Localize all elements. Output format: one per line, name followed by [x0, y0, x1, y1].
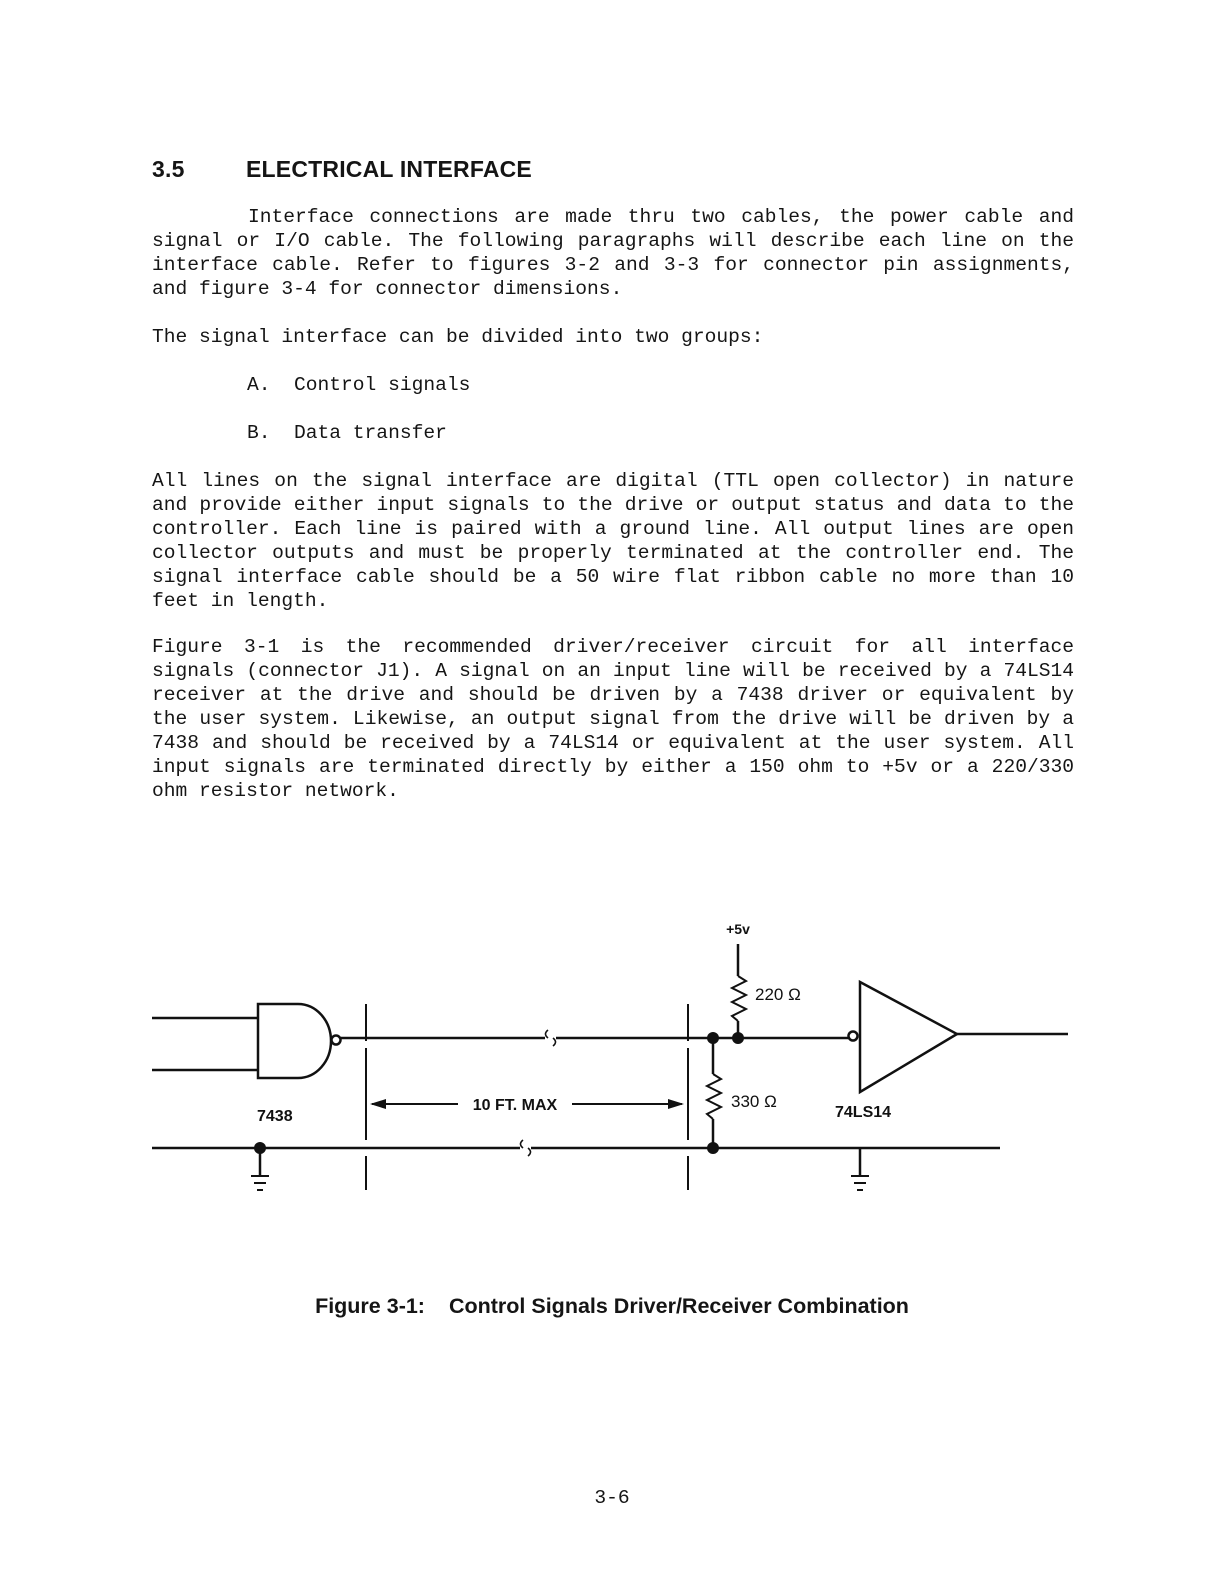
- figure-caption: [0, 1294, 1224, 1319]
- driver-receiver-circuit-diagram: [0, 900, 1224, 1230]
- driver-output-bubble: [332, 1036, 341, 1045]
- receiver-input-bubble: [849, 1032, 858, 1041]
- line-break-mark-ground: [521, 1140, 531, 1156]
- list-marker: A.: [247, 374, 271, 396]
- list-label: Control signals: [294, 374, 471, 396]
- section-heading: [152, 156, 532, 183]
- paragraph-driver-receiver: Figure 3-1 is the recommended driver/receiver circuit for all interface signals (connector J1). A signal on an input line will be received by a 74LS14 receiver at the drive and should be driven by a 7438 driver or equivalent by the user system. Likewise, an output signal from the drive will be driven by a 7438 and should be received by a 74LS14 or equivalent at the user system. All input signals are terminated directly by either a 150 ohm to +5v or a 220/330 ohm resistor network.: [152, 636, 1074, 802]
- pullup-resistor-label: 220 Ω: [755, 985, 801, 1004]
- cable-length-label: 10 FT. MAX: [472, 1097, 558, 1114]
- driver-label: 7438: [257, 1108, 293, 1125]
- figure-number: Figure 3-1:: [315, 1294, 425, 1318]
- paragraph-signal-groups: The signal interface can be divided into two groups:: [152, 326, 764, 348]
- receiver-buffer-74ls14: [860, 982, 957, 1092]
- paragraph-interface-connections: Interface connections are made thru two cables, the power cable and signal or I/O cable. The following paragraphs will describe each line on the interface cable. Refer to figures 3-2 and 3-3 for connector pin assignments, and figure 3-4 for connector dimensions.: [152, 206, 1074, 300]
- line-break-mark-signal: [546, 1030, 556, 1046]
- resistor-220-symbol: [732, 976, 746, 1021]
- receiver-ground-symbol: [851, 1148, 869, 1190]
- resistor-330-symbol: [707, 1074, 721, 1119]
- page-number: 3-6: [594, 1487, 630, 1509]
- junction-dot-signal-pulldown: [707, 1032, 719, 1044]
- section-number: 3.5: [152, 156, 185, 182]
- dimension-arrowhead-right: [668, 1099, 684, 1109]
- junction-dot-ground-pulldown: [707, 1142, 719, 1154]
- nand-gate-7438: [258, 1004, 331, 1078]
- pulldown-resistor-label: 330 Ω: [731, 1092, 777, 1111]
- driver-ground-symbol: [251, 1148, 269, 1190]
- list-label: Data transfer: [294, 422, 447, 444]
- list-item-data-transfer: [247, 421, 447, 445]
- dimension-arrowhead-left: [370, 1099, 386, 1109]
- list-marker: B.: [247, 422, 271, 444]
- list-item-control-signals: [247, 373, 470, 397]
- supply-voltage-label: +5v: [726, 921, 750, 937]
- receiver-label: 74LS14: [835, 1104, 892, 1121]
- section-title: ELECTRICAL INTERFACE: [246, 156, 532, 182]
- paragraph-digital-lines: All lines on the signal interface are digital (TTL open collector) in nature and provide either input signals to the drive or output status and data to the controller. Each line is paired with a ground line. All output lines are open collector outputs and must be properly terminated at the controller end. The signal interface cable should be a 50 wire flat ribbon cable no more than 10 feet in length.: [152, 470, 1074, 612]
- junction-dot-signal-pullup: [732, 1032, 744, 1044]
- figure-title: Control Signals Driver/Receiver Combination: [448, 1294, 909, 1318]
